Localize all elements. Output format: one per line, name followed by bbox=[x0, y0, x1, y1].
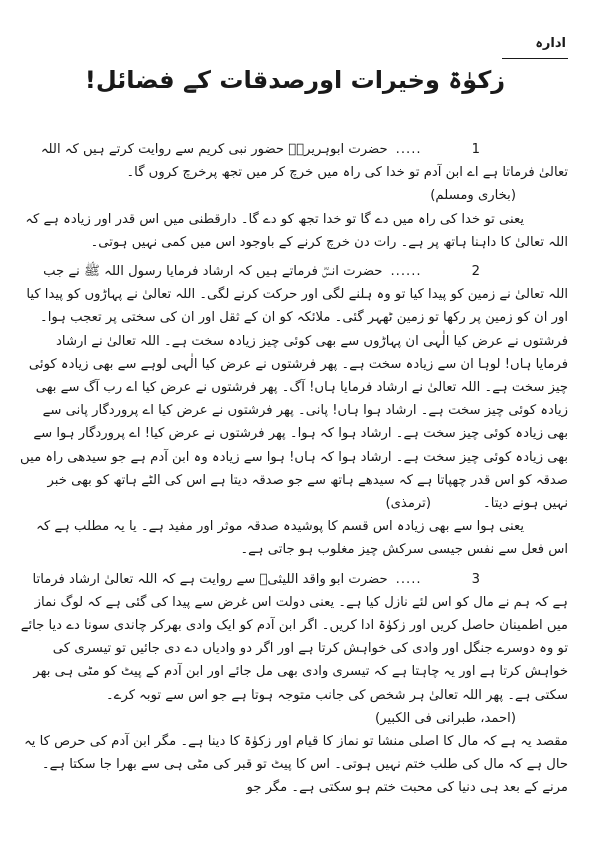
section-label: ادارہ bbox=[535, 36, 566, 51]
paragraph-text: حضرت ابوہریرہؓ حضور نبی کریم سے روایت کرتے ہیں کہ اللہ تعالیٰ فرماتا ہے اے ابن آدم تو خدا کی راہ میں خرچ کر میں تجھ پرخرچ کروں گا۔ bbox=[40, 142, 568, 181]
paragraph-text: مقصد یہ ہے کہ مال کا اصلی منشا تو نماز کا قیام اور زکوٰۃ کا دینا ہے۔ مگر ابن آدم کی حرص کا یہ حال ہے کہ مال کی طلب ختم نہیں ہوتی۔ اس کا پیٹ تو قبر کی مٹی ہی سے بھرا جا سکتا ہے۔ مرنے کے بعد ہی دنیا کی محبت ختم ہو سکتی ہے۔ مگر جو bbox=[24, 734, 568, 796]
item-number: 2 bbox=[471, 264, 480, 280]
article-body bbox=[20, 138, 568, 800]
section-label-underline bbox=[502, 58, 568, 59]
paragraph-1 bbox=[20, 138, 568, 208]
paragraph-2 bbox=[20, 260, 568, 515]
paragraph-text: یعنی تو خدا کی راہ میں دے گا تو خدا تجھ کو دے گا۔ دارقطنی میں اس قدر اور زیادہ ہے کہ اللہ تعالیٰ کا داہنا ہاتھ پر ہے۔ رات دن خرچ کرنے کے باوجود اس میں کمی نہیں ہوتی۔ bbox=[25, 211, 568, 250]
item-number: 1 bbox=[471, 142, 480, 157]
item-dots: ..... bbox=[395, 571, 422, 587]
paragraph-text: یعنی ہوا سے بھی زیادہ اس قسم کا پوشیدہ صدقہ موثر اور مفید ہے۔ یا یہ مطلب ہے کہ اس فعل سے نفس جیسی سرکش چیز مغلوب ہو جاتی ہے۔ bbox=[36, 519, 568, 558]
paragraph-commentary-3 bbox=[20, 730, 568, 800]
paragraph-3 bbox=[20, 568, 568, 730]
hadith-reference: (بخاری ومسلم) bbox=[430, 188, 516, 204]
paragraph-commentary-2 bbox=[20, 515, 568, 561]
hadith-reference: (احمد، طبرانی فی الکبیر) bbox=[374, 710, 516, 726]
article-title: زکوٰۃ وخیرات اورصدقات کے فضائل! bbox=[84, 66, 506, 94]
item-number: 3 bbox=[471, 571, 480, 587]
paragraph-text: حضرت انسؓ فرماتے ہیں کہ ارشاد فرمایا رسول اللہ ﷺ نے جب اللہ تعالیٰ نے زمین کو پیدا کیا تو وہ ہلنے لگی اور حرکت کرنے لگی۔ اللہ تعالیٰ نے پہاڑوں کو پیدا کیا اور ان کو زمین پر رکھا تو زمین ٹھہر گئی۔ ملائکہ کو ان کے ثقل اور ان کی سختی پر تعجب ہوا۔ فرشتوں نے عرض کیا الٰہی ان پہاڑوں سے بھی کوئی چیز زیادہ سخت ہے۔ اللہ تعالیٰ نے ارشاد فرمایا ہاں! لوہا ان سے زیادہ سخت ہے۔ پھر فرشتوں نے عرض کیا الٰہی لوہے سے بھی زیادہ کوئی چیز سخت ہے۔ اللہ تعالیٰ نے ارشاد فرمایا ہاں! آگ۔ پھر فرشتوں نے عرض کیا اے رب آگ سے بھی زیادہ کوئی چیز سخت ہے۔ ارشاد ہوا ہاں! پانی۔ پھر فرشتوں نے عرض کیا اے پروردگار پانی سے بھی زیادہ کوئی چیز سخت ہے۔ ارشاد ہوا کہ ہوا۔ پھر فرشتوں نے عرض کیا! اے پروردگار ہوا سے بھی زیادہ کوئی چیز سخت ہے۔ ارشاد ہوا کہ ہاں! ہوا سے زیادہ وہ ابن آدم ہے جو سیدھی راہ میں صدقہ کو اس قدر چھپاتا ہے کہ سیدھے ہاتھ سے جو صدقہ دیتا ہے اس کی الٹے ہاتھ کو بھی خبر نہیں ہونے دیتا۔ bbox=[20, 264, 568, 512]
paragraph-text: حضرت ابو واقد اللیثیؓ سے روایت ہے کہ اللہ تعالیٰ ارشاد فرماتا ہے کہ ہم نے مال کو اس لئے نازل کیا ہے۔ یعنی دولت اس غرض سے پیدا کی گئی ہے کہ لوگ نماز میں اطمینان حاصل کریں اور زکوٰۃ ادا کریں۔ اگر ابن آدم کو ایک وادی بھرکر چاندی سونا دے دیا جائے تو وہ دوسرے جنگل اور وادی کی خواہش کرتا ہے اور اگر دو وادیاں دے دی جائیں تو تیسری کی خواہش کرتا ہے اور یہ چاہتا ہے کہ تیسری وادی بھی مل جائے اور ابن آدم کے پیٹ کو مٹی ہی بھر سکتی ہے۔ پھر اللہ تعالیٰ ہر شخص کی جانب متوجہ ہوتا ہے جو اس سے توبہ کرے۔ bbox=[20, 571, 568, 703]
paragraph-commentary-1 bbox=[20, 208, 568, 254]
hadith-reference: (ترمذی) bbox=[385, 496, 431, 512]
item-dots: ...... bbox=[390, 264, 422, 280]
item-dots: ..... bbox=[395, 142, 422, 157]
